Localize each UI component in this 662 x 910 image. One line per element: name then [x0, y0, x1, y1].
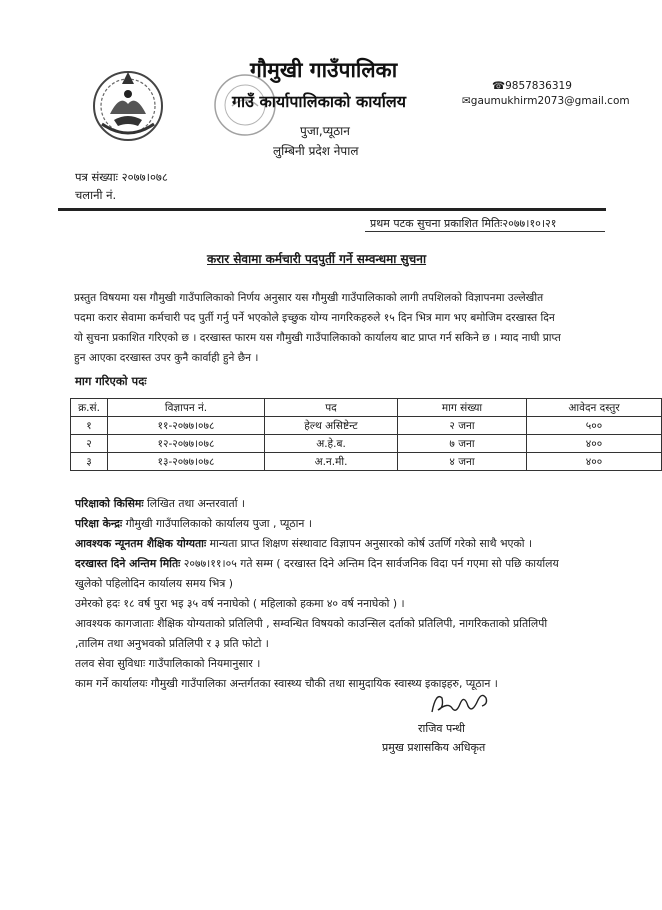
- cell-fee: ५००: [527, 417, 662, 435]
- cell-fee: ४००: [527, 435, 662, 453]
- notice-heading: करार सेवामा कर्मचारी पदपुर्ती गर्ने सम्वन्धमा सुचना: [207, 252, 427, 266]
- cell-fee: ४००: [527, 453, 662, 471]
- header-divider: [58, 208, 606, 211]
- posts-table: [70, 398, 662, 471]
- required-documents: आवश्यक कागजाताः शैक्षिक योग्यताको प्रतिलिपी , सम्वन्धित विषयको काउन्सिल दर्ताको प्रतिलिपी, नागरिकताको प्रतिलिपी: [75, 617, 548, 630]
- email-address: ✉gaumukhirm2073@gmail.com: [462, 95, 630, 107]
- header-count: माग संख्या: [398, 399, 527, 417]
- exam-type-label: परिक्षाको किसिमः: [75, 497, 144, 510]
- min-qualification: [75, 534, 635, 554]
- address-line-1: पुजा,प्यूठान: [300, 124, 350, 138]
- phone-number: ☎9857836319: [492, 80, 572, 92]
- deadline: [75, 554, 635, 574]
- cell-post: हेल्थ असिष्टेन्ट: [265, 417, 398, 435]
- deadline-label: दरखास्त दिने अन्तिम मितिः: [75, 557, 181, 570]
- header-fee: आवेदन दस्तुर: [527, 399, 662, 417]
- exam-center-label: परिक्षा केन्द्रः: [75, 517, 123, 530]
- table-row: [71, 435, 662, 453]
- cell-ad-no: ११-२०७७।०७८: [108, 417, 265, 435]
- required-documents-continued: ,तालिम तथा अनुभवको प्रतिलिपी र ३ प्रति फोटो ।: [75, 637, 269, 650]
- min-qualification-label: आवश्यक न्यूनतम शैक्षिक योग्यताः: [75, 537, 207, 550]
- signatory-name: राजिव पन्थी: [418, 722, 466, 735]
- deadline-value: २०७७।११।०५ गते सम्म ( दरखास्त दिने अन्तिम दिन सार्वजनिक विदा पर्न गएमा सो पछि कार्यालय: [180, 557, 559, 570]
- first-published-date: प्रथम पटक सुचना प्रकाशित मितिः२०७७।१०।२१: [370, 217, 557, 230]
- salary-benefits: तलव सेवा सुविधाः गाउँपालिकाको नियमानुसार ।: [75, 657, 261, 670]
- handwritten-signature: [428, 688, 494, 718]
- min-qualification-value: मान्यता प्राप्त शिक्षण संस्थावाट विज्ञापन अनुसारको कोर्ष उतर्णि गरेको साथै भएको ।: [206, 537, 533, 550]
- first-published-underline: [365, 231, 605, 232]
- workplace: काम गर्ने कार्यालयः गौमुखी गाउँपालिका अन्तर्गतका स्वास्थ्य चौकी तथा सामुदायिक स्वास्थ्य इकाइहरु, प्यूठान ।: [75, 677, 498, 690]
- header-post: पद: [265, 399, 398, 417]
- cell-count: ७ जना: [398, 435, 527, 453]
- cell-post: अ.हे.ब.: [265, 435, 398, 453]
- demand-title: माग गरिएको पदः: [75, 374, 147, 388]
- body-line: पदमा करार सेवामा कर्मचारी पद पुर्ती गर्नु पर्ने भएकोले इच्छुक योग्य नागरिकहरुले १५ दिन भित्र माग भए बमोजिम दरखास्त दिन: [74, 312, 555, 324]
- cell-sn: १: [71, 417, 108, 435]
- dispatch-number: चलानी नं.: [75, 188, 117, 202]
- cell-count: २ जना: [398, 417, 527, 435]
- cell-sn: ३: [71, 453, 108, 471]
- notice-body: [74, 288, 614, 368]
- deadline-continued: खुलेको पहिलोदिन कार्यालय समय भित्र ): [75, 577, 234, 590]
- signatory-title: प्रमुख प्रशासकिय अधिकृत: [382, 741, 486, 754]
- exam-type: [75, 494, 635, 514]
- organization-name: गौमुखी गाउँपालिका: [250, 58, 398, 82]
- body-line: प्रस्तुत विषयमा यस गौमुखी गाउँपालिकाको निर्णय अनुसार यस गौमुखी गाउँपालिकाको लागी तपशिलको विज्ञापनमा उल्लेखीत: [74, 292, 544, 304]
- header-ad-no: विज्ञापन नं.: [108, 399, 265, 417]
- body-line: हुन आएका दरखास्त उपर कुनै कार्वाही हुने छैन ।: [74, 352, 259, 364]
- cell-ad-no: १२-२०७७।०७८: [108, 435, 265, 453]
- office-name: गाउँ कार्यापालिकाको कार्यालय: [232, 92, 406, 111]
- exam-center-value: गौमुखी गाउँपालिकाको कार्यालय पुजा , प्यूठान ।: [122, 517, 312, 530]
- cell-post: अ.न.मी.: [265, 453, 398, 471]
- notice-details: [75, 494, 635, 694]
- table-row: [71, 417, 662, 435]
- table-row: [71, 453, 662, 471]
- nepal-government-emblem: [88, 64, 168, 144]
- age-limit: उमेरको हदः १८ वर्ष पुरा भइ ३५ वर्ष ननाघेको ( महिलाको हकमा ४० वर्ष ननाघेको ) ।: [75, 597, 405, 610]
- header-sn: क्र.सं.: [71, 399, 108, 417]
- address-line-2: लुम्बिनी प्रदेश नेपाल: [273, 144, 359, 158]
- exam-center: [75, 514, 635, 534]
- body-line: यो सुचना प्रकाशित गरिएको छ । दरखास्त फारम यस गौमुखी गाउँपालिकाको कार्यालय बाट प्राप्त गर्न सकिने छ । म्याद नाघी प्राप्त: [74, 332, 561, 344]
- table-header-row: [71, 399, 662, 417]
- exam-type-value: लिखित तथा अन्तरवार्ता ।: [143, 497, 246, 510]
- letter-number: पत्र संख्याः २०७७।०७८: [75, 170, 168, 184]
- cell-ad-no: १३-२०७७।०७८: [108, 453, 265, 471]
- cell-sn: २: [71, 435, 108, 453]
- cell-count: ४ जना: [398, 453, 527, 471]
